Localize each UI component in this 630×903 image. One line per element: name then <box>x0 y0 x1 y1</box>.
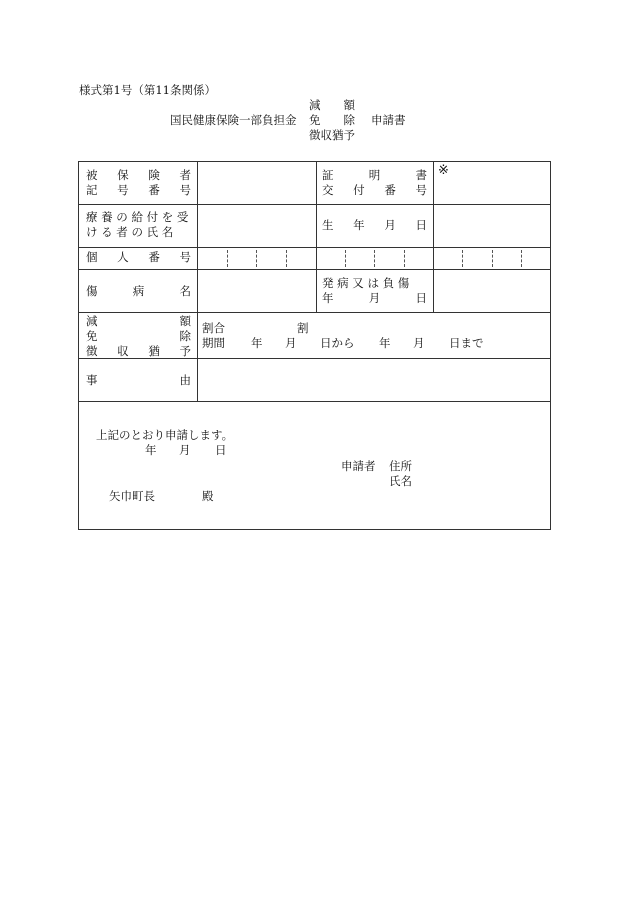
label-char: 険 <box>148 168 160 182</box>
label-char: 号 <box>117 183 129 197</box>
label-char: 交 <box>322 183 334 197</box>
label-char: 番 <box>148 183 160 197</box>
title-suffix: 申請書 <box>371 113 406 127</box>
digit-separator <box>227 250 228 267</box>
reason-label <box>86 373 191 388</box>
declaration-day: 日 <box>215 443 227 457</box>
label-char: 除 <box>179 329 191 343</box>
row-divider <box>79 204 550 205</box>
label-char: 名 <box>179 284 191 298</box>
addressee: 矢巾町長 <box>109 489 155 503</box>
label-char: 生 <box>322 218 334 232</box>
label-char: 月 <box>384 218 396 232</box>
period-to-month: 月 <box>413 336 425 350</box>
label-char: 猶 <box>148 344 160 358</box>
label-char: 徴 <box>86 344 98 358</box>
recipient-label-line2: け る 者 の 氏 名 <box>86 225 174 239</box>
label-char: 予 <box>179 344 191 358</box>
label-char: 個 <box>86 250 98 264</box>
label-char: 日 <box>415 291 427 305</box>
label-char: 額 <box>179 314 191 328</box>
honorific: 殿 <box>202 489 214 503</box>
label-char: 番 <box>148 250 160 264</box>
title-prefix: 国民健康保険一部負担金 <box>170 113 297 127</box>
label-char: 減 <box>86 314 98 328</box>
label-char: 病 <box>132 284 145 298</box>
label-char: 記 <box>86 183 98 197</box>
row-divider <box>79 312 550 313</box>
application-form-table <box>78 161 551 530</box>
declaration-month: 月 <box>179 443 191 457</box>
label-char: 年 <box>353 218 365 232</box>
digit-separator <box>521 250 522 267</box>
title-option-reduce: 減 額 <box>309 98 355 112</box>
label-char: 人 <box>117 250 129 264</box>
ratio-unit: 割 <box>297 321 309 335</box>
disease-label <box>86 284 191 299</box>
declaration-statement: 上記のとおり申請します。 <box>96 428 234 442</box>
row-divider <box>79 401 550 402</box>
label-char: 者 <box>179 168 191 182</box>
personal-number-label <box>86 250 191 265</box>
digit-separator <box>492 250 493 267</box>
label-char: 書 <box>415 168 427 182</box>
period-from-month: 月 <box>285 336 297 350</box>
title-option-exempt: 免 除 <box>309 113 355 127</box>
digit-separator <box>404 250 405 267</box>
digit-separator <box>256 250 257 267</box>
label-char: 付 <box>353 183 365 197</box>
label-char: 事 <box>86 373 98 387</box>
address-label: 住所 <box>389 459 412 473</box>
certificate-label-line1 <box>322 168 427 183</box>
label-char: 証 <box>322 168 334 182</box>
ratio-label: 割合 <box>202 321 225 335</box>
digit-separator <box>374 250 375 267</box>
label-char: 保 <box>117 168 129 182</box>
digit-separator <box>462 250 463 267</box>
label-char: 号 <box>415 183 427 197</box>
type-label-exempt <box>86 329 191 344</box>
form-number: 様式第1号（第11条関係） <box>79 83 216 97</box>
certificate-label-line2 <box>322 183 427 198</box>
applicant-label: 申請者 <box>341 459 376 473</box>
digit-separator <box>286 250 287 267</box>
onset-label-line1: 発 病 又 は 負 傷 <box>322 276 410 290</box>
label-char: 明 <box>368 168 381 182</box>
column-divider <box>433 162 434 313</box>
period-to-year: 年 <box>379 336 391 350</box>
label-char: 由 <box>179 373 191 387</box>
label-char: 日 <box>415 218 427 232</box>
label-char: 号 <box>179 183 191 197</box>
type-label-defer <box>86 344 191 359</box>
period-label: 期間 <box>202 336 225 350</box>
label-char: 月 <box>368 291 381 305</box>
title-option-defer: 徴収猶予 <box>309 128 355 142</box>
label-char: 年 <box>322 291 334 305</box>
name-label: 氏名 <box>389 474 412 488</box>
birth-label <box>322 218 427 233</box>
declaration-year: 年 <box>145 443 157 457</box>
label-char: 収 <box>117 344 129 358</box>
row-divider <box>79 247 550 248</box>
digit-separator <box>345 250 346 267</box>
row-divider <box>79 269 550 270</box>
insured-label-line2 <box>86 183 191 198</box>
label-char: 番 <box>384 183 396 197</box>
onset-label-line2 <box>322 291 427 306</box>
period-from-year: 年 <box>251 336 263 350</box>
label-char: 傷 <box>86 284 98 298</box>
label-char: 号 <box>179 250 191 264</box>
period-to-day: 日まで <box>449 336 484 350</box>
column-divider <box>197 162 198 401</box>
column-divider <box>316 162 317 313</box>
label-char: 被 <box>86 168 98 182</box>
type-label-reduce <box>86 314 191 329</box>
insured-label-line1 <box>86 168 191 183</box>
period-from-day: 日から <box>320 336 355 350</box>
recipient-label-line1: 療 養 の 給 付 を 受 <box>86 210 189 224</box>
label-char: 免 <box>86 329 98 343</box>
reference-mark: ※ <box>438 163 449 178</box>
